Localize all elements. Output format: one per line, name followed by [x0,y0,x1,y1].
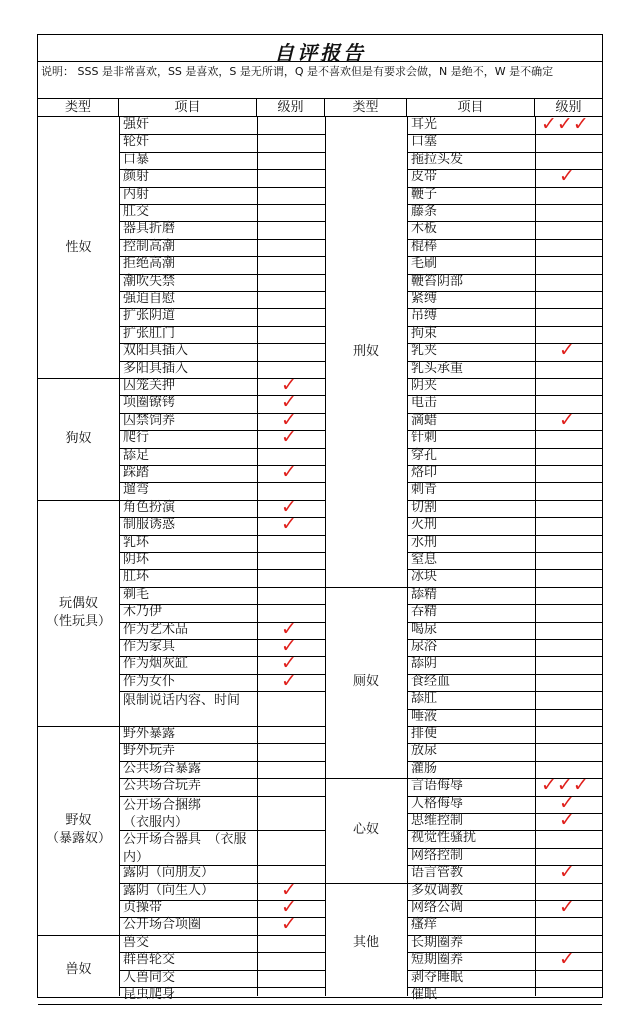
item-label: 乳环 [123,534,150,550]
item-label: 舔肛 [411,691,438,707]
check-mark-icon: ✓ [559,861,575,884]
item-label: 舔精 [411,586,438,602]
item-label: 滴蜡 [411,412,438,428]
item-label: 爬行 [123,430,150,446]
check-mark-icon: ✓ [281,374,297,396]
check-mark-icon: ✓ [281,461,297,483]
category-label: 其他 [352,935,379,951]
check-mark-icon: ✓✓✓ [541,113,589,135]
check-mark-icon: ✓✓✓ [541,774,589,797]
item-label: 公开场合器具 （衣服内） [123,832,247,865]
header-level-left: 级别 [257,99,325,117]
item-label: 作为家具 [123,639,176,654]
check-mark-icon: ✓ [281,426,297,449]
check-mark-icon: ✓ [559,791,575,814]
category-label: 野奴 （暴露奴） [45,813,111,847]
check-mark-icon: ✓ [281,913,297,936]
item-label: 火刑 [411,517,438,533]
item-label: 野外玩弄 [123,743,176,759]
title-row [38,35,602,65]
item-label: 制服诱惑 [123,517,176,533]
item-label: 放尿 [411,743,438,759]
item-label: 藤条 [411,204,438,219]
category-label: 性奴 [65,239,92,255]
item-label: 鞭笞阴部 [411,273,464,289]
item-label: 人格侮辱 [411,795,464,811]
column-divider [535,117,536,996]
item-label: 紧缚 [411,291,438,306]
check-mark-icon: ✓ [281,635,297,657]
item-label: 吊缚 [411,308,438,324]
item-label: 视觉性骚扰 [411,830,477,846]
item-label: 电击 [411,395,438,411]
item-label: 轮奸 [123,134,150,150]
item-label: 囚禁饲养 [123,412,176,428]
category-label: 兽奴 [65,961,92,977]
item-label: 露阴（向生人） [123,882,215,898]
item-label: 瘙痒 [411,917,438,933]
item-label: 乳夹 [411,343,438,359]
check-mark-icon: ✓ [281,391,297,414]
item-label: 舔足 [123,447,150,463]
item-label: 长期圈养 [411,934,464,950]
item-label: 催眠 [411,987,438,1002]
check-mark-icon: ✓ [281,652,297,675]
item-label: 短期圈养 [411,952,464,968]
item-label: 公开场合项圈 [123,917,202,933]
header-type-right: 类型 [325,99,407,117]
item-label: 露阴（向朋友） [123,865,215,881]
item-label: 皮带 [411,169,438,185]
item-label: 剥夺睡眠 [411,969,464,985]
item-label: 多阳具插入 [123,360,189,376]
item-label: 喝尿 [411,621,438,637]
header-type-left: 类型 [38,99,119,117]
item-label: 多奴调教 [411,882,464,898]
item-label: 烙印 [411,465,438,480]
item-label: 公开场合捆绑 （衣服内） [123,797,202,830]
item-label: 强迫自慰 [123,291,176,306]
item-label: 耳光 [411,117,438,132]
item-label: 兽交 [123,934,150,950]
header-item-left: 项目 [119,99,257,117]
check-mark-icon: ✓ [559,809,575,831]
item-label: 剃毛 [123,586,150,602]
item-label: 公共场合玩弄 [123,778,202,794]
item-label: 窒息 [411,552,438,567]
item-label: 乳头承重 [411,360,464,376]
item-label: 拒绝高潮 [123,256,176,272]
item-label: 切割 [411,499,438,515]
item-label: 作为艺术品 [123,621,189,637]
item-label: 灌肠 [411,760,438,776]
item-label: 食经血 [411,673,451,689]
item-label: 口暴 [123,151,150,167]
item-label: 冰块 [411,569,438,585]
check-mark-icon: ✓ [281,513,297,536]
item-label: 扩张阴道 [123,308,176,324]
item-label: 遛弯 [123,482,150,498]
section-divider [325,1004,602,1005]
item-label: 囚笼关押 [123,378,176,393]
item-label: 角色扮演 [123,499,176,515]
check-mark-icon: ✓ [281,669,297,692]
item-label: 肛交 [123,204,150,219]
check-mark-icon: ✓ [559,948,575,971]
item-label: 强奸 [123,117,150,132]
category-label: 玩偶奴 （性玩具） [45,595,111,629]
item-label: 昆虫爬身 [123,987,176,1002]
item-label: 网络控制 [411,847,464,863]
item-label: 吞精 [411,604,438,620]
item-label: 野外暴露 [123,726,176,741]
item-label: 肛环 [123,569,150,585]
item-label: 作为烟灰缸 [123,656,189,672]
report-title: 自评报告 [274,41,366,65]
check-mark-icon: ✓ [559,896,575,918]
item-label: 潮吹失禁 [123,273,176,289]
item-label: 公共场合暴露 [123,760,202,776]
item-label: 针刺 [411,430,438,446]
check-mark-icon: ✓ [559,165,575,188]
item-label: 水刑 [411,534,438,550]
item-label: 口塞 [411,134,438,150]
check-mark-icon: ✓ [281,495,297,518]
category-label: 刑奴 [352,343,379,359]
report-sheet [37,34,603,1002]
item-label: 语言管教 [411,865,464,881]
legend-note: 说明： SSS 是非常喜欢，SS 是喜欢，S 是无所谓，Q 是不喜欢但是有要求会做，N 是绝不，W 是不确定 [41,65,554,78]
item-label: 贞操带 [123,900,163,915]
item-label: 控制高潮 [123,238,176,254]
check-mark-icon: ✓ [281,408,297,431]
item-label: 穿孔 [411,447,438,463]
item-label: 拘束 [411,325,438,341]
check-mark-icon: ✓ [281,617,297,640]
item-label: 群兽轮交 [123,952,176,968]
category-label: 心奴 [352,822,379,838]
note-row [38,62,602,99]
item-label: 扩张肛门 [123,325,176,341]
item-label: 阴夹 [411,378,438,393]
category-label: 厕奴 [352,674,379,690]
item-label: 拖拉头发 [411,151,464,167]
column-divider [257,117,258,996]
item-label: 尿浴 [411,639,438,654]
item-label: 网络公调 [411,900,464,915]
item-label: 木板 [411,221,438,237]
check-mark-icon: ✓ [559,408,575,431]
item-label: 棍棒 [411,238,438,254]
item-label: 舔阴 [411,656,438,672]
column-divider [407,117,408,996]
item-label: 木乃伊 [123,604,163,620]
item-label: 刺青 [411,482,438,498]
item-label: 踩踏 [123,465,150,480]
item-label: 人兽同交 [123,969,176,985]
item-label: 内射 [123,186,150,202]
item-label: 双阳具插入 [123,343,189,359]
item-label: 器具折磨 [123,221,176,237]
item-label: 限制说话内容、时间 [123,693,241,709]
column-divider [119,117,120,996]
check-mark-icon: ✓ [281,896,297,918]
section-divider [38,1004,325,1005]
item-label: 思维控制 [411,813,464,828]
item-label: 毛刷 [411,256,438,272]
category-label: 狗奴 [65,430,92,446]
check-mark-icon: ✓ [281,878,297,901]
item-label: 唾液 [411,708,438,724]
item-label: 颜射 [123,169,150,185]
item-label: 项圈镣铐 [123,395,176,411]
check-mark-icon: ✓ [559,339,575,362]
item-label: 作为女仆 [123,673,176,689]
item-label: 阴环 [123,552,150,567]
item-label: 言语侮辱 [411,778,464,794]
item-label: 排便 [411,726,438,741]
column-divider [325,117,326,996]
item-label: 鞭子 [411,186,438,202]
header-level-right: 级别 [535,99,602,117]
header-item-right: 项目 [407,99,535,117]
